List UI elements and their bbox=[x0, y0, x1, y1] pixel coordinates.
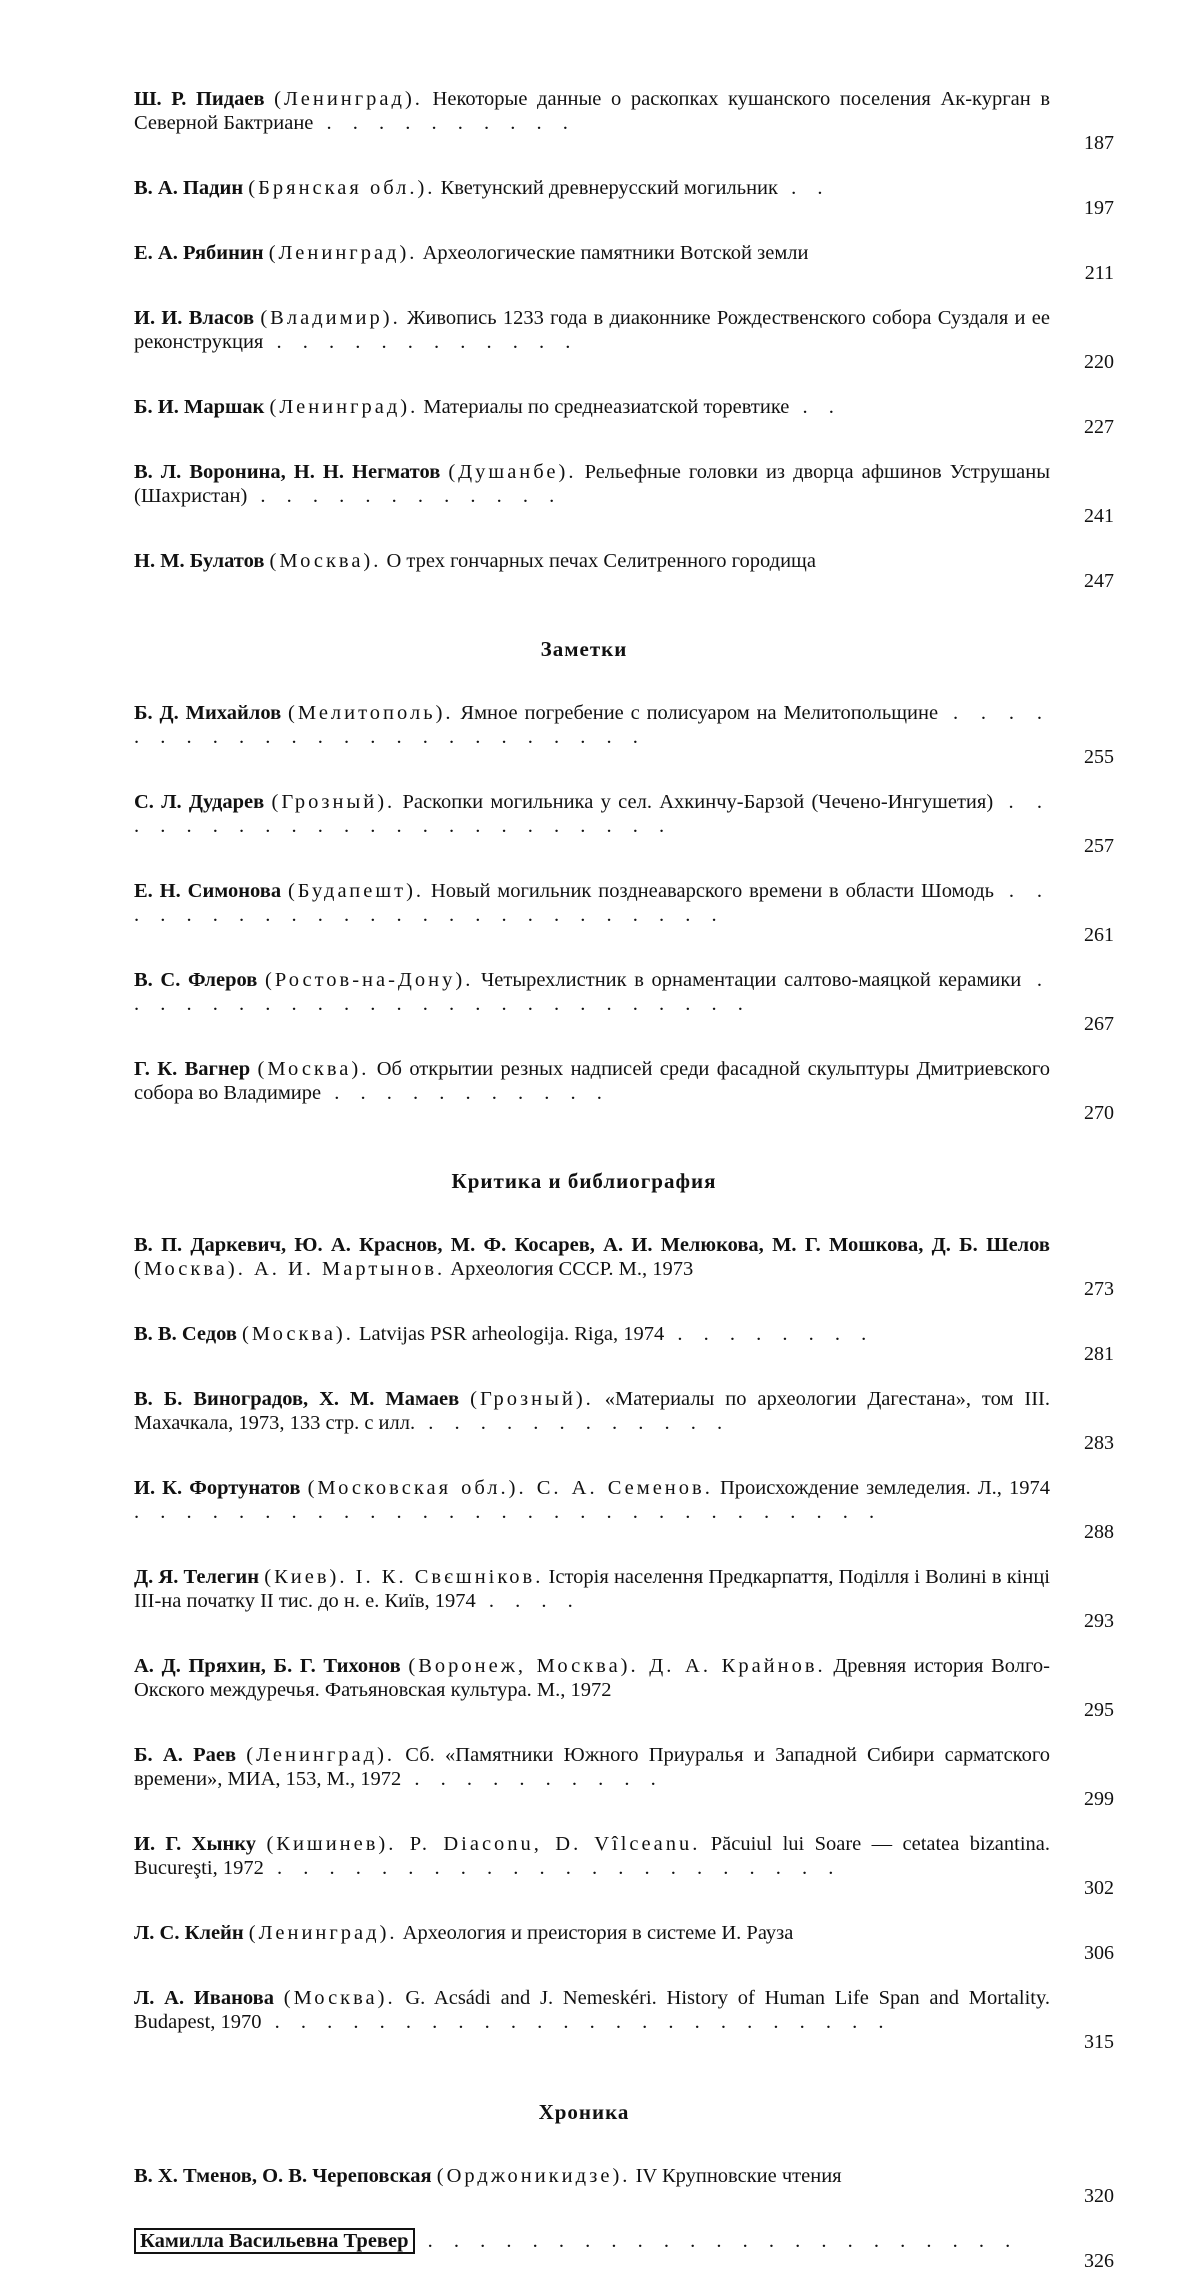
entry-city: (Москва). bbox=[283, 1986, 396, 2009]
entry-city: (Московская обл.). bbox=[307, 1476, 527, 1499]
entry-page: 227 bbox=[1084, 416, 1114, 438]
entry-page: 295 bbox=[1084, 1699, 1114, 1721]
entry-author: Л. С. Клейн bbox=[134, 1921, 244, 1944]
toc-entry bbox=[134, 1036, 1114, 1125]
entry-page: 187 bbox=[1084, 132, 1114, 154]
entry-author: И. Г. Хынку bbox=[134, 1832, 257, 1855]
entry-page: 211 bbox=[1084, 262, 1114, 284]
entry-page: 247 bbox=[1084, 570, 1114, 592]
section-heading-chronicle: Хроника bbox=[538, 2100, 630, 2124]
toc-entry bbox=[134, 439, 1114, 528]
toc-entry bbox=[134, 66, 1114, 155]
entry-reviewed-author: P. Diaconu, D. Vîlceanu. bbox=[396, 1832, 701, 1855]
entry-author: Л. А. Иванова bbox=[134, 1986, 274, 2009]
entry-author: А. Д. Пряхин, Б. Г. Тихонов bbox=[134, 1654, 401, 1677]
entry-page: 267 bbox=[1084, 1013, 1114, 1035]
entry-author: Е. Н. Симонова bbox=[134, 879, 282, 902]
toc-entry bbox=[134, 220, 1114, 285]
entry-title: Материалы по среднеазиатской торевтике bbox=[418, 395, 790, 418]
toc-entry bbox=[134, 1301, 1114, 1366]
entry-author: Е. А. Рябинин bbox=[134, 241, 264, 264]
entry-leader: . . . . . . . . . . . . . . . . . . . . . . . . bbox=[261, 2010, 892, 2033]
entry-page: 270 bbox=[1084, 1102, 1114, 1124]
entry-page: 220 bbox=[1084, 351, 1114, 373]
entry-city: (Брянская обл.). bbox=[248, 176, 436, 199]
entry-city: (Ленинград). bbox=[274, 87, 423, 110]
entry-title: Древняя история Волго-Окского междуречья. Фатьяновская культура. М., 1972 bbox=[134, 1654, 1050, 1701]
entry-title: Некоторые данные о раскопках кушанского поселения Ак-курган в Северной Бактриане bbox=[134, 87, 1050, 134]
critique-section bbox=[134, 1212, 1114, 2054]
entry-title: Latvijas PSR arheologija. Riga, 1974 bbox=[353, 1322, 665, 1345]
entry-title: Сб. «Памятники Южного Приуралья и Западной Сибири сарматского времени», МИА, 153, М., 1972 bbox=[134, 1743, 1050, 1790]
toc-entry bbox=[134, 858, 1114, 947]
entry-author: Б. И. Маршак bbox=[134, 395, 265, 418]
entry-page: 299 bbox=[1084, 1788, 1114, 1810]
entry-city: (Москва). bbox=[134, 1257, 246, 1280]
entry-author: Б. Д. Михайлов bbox=[134, 701, 282, 724]
toc-entry bbox=[134, 680, 1114, 769]
entry-page: 197 bbox=[1084, 197, 1114, 219]
entry-reviewed-author: С. А. Семенов. bbox=[526, 1476, 713, 1499]
entry-page: 281 bbox=[1084, 1343, 1114, 1365]
entry-leader: . . . . . . . . . . . . . . . . . . . . . . . . bbox=[134, 701, 1051, 748]
entry-city: (Грозный). bbox=[271, 790, 396, 813]
entry-leader: . . . . . . . . . . . . . . . . . . . . . . . bbox=[414, 2229, 1019, 2252]
entry-page: 257 bbox=[1084, 835, 1114, 857]
toc-entry bbox=[134, 1366, 1114, 1455]
entry-author: Ш. Р. Пидаев bbox=[134, 87, 265, 110]
entry-leader: . . . . . . . . . . . . bbox=[263, 330, 579, 353]
entry-leader: . . . . . . . . . . . . . . . . . . . . . . bbox=[263, 1856, 842, 1879]
entry-title: Рельефные головки из дворца афшинов Уструшаны (Шахристан) bbox=[134, 460, 1050, 507]
entry-leader: . . . . . . . . . . . . . . . . . . . . . . . . . bbox=[134, 968, 1050, 1015]
toc-entry bbox=[134, 1633, 1114, 1722]
entry-reviewed-author: Д. А. Крайнов. bbox=[638, 1654, 826, 1677]
toc-entry bbox=[134, 2143, 1114, 2208]
entry-page: 283 bbox=[1084, 1432, 1114, 1454]
entry-author: В. А. Падин bbox=[134, 176, 244, 199]
entry-title: Живопись 1233 года в диаконнике Рождественского собора Суздаля и ее реконструкция bbox=[134, 306, 1051, 353]
toc-entry bbox=[134, 528, 1114, 593]
entry-title: Новый могильник позднеаварского времени в области Шомодь bbox=[424, 879, 994, 902]
entry-author: В. Б. Виноградов, Х. М. Мамаев bbox=[134, 1387, 460, 1410]
entry-author: И. И. Власов bbox=[134, 306, 255, 329]
toc-entry bbox=[134, 1544, 1114, 1633]
entry-city: (Ростов-на-Дону). bbox=[265, 968, 474, 991]
entry-leader: . . . . . . . . bbox=[664, 1322, 875, 1345]
toc-entry bbox=[134, 1965, 1114, 2054]
entry-city: (Воронеж, Москва). bbox=[408, 1654, 639, 1677]
entry-city: (Москва). bbox=[257, 1057, 370, 1080]
entry-author: Д. Я. Телегин bbox=[134, 1565, 260, 1588]
toc-entry bbox=[134, 1722, 1114, 1811]
entry-leader: . . . . . . . . . . . . . . . . . . . . . . . . . bbox=[134, 879, 1051, 926]
entry-city: (Ленинград). bbox=[246, 1743, 396, 1766]
entry-page: 302 bbox=[1084, 1877, 1114, 1899]
entry-page: 306 bbox=[1084, 1942, 1114, 1964]
entry-author: Б. А. Раев bbox=[134, 1743, 237, 1766]
entry-page: 315 bbox=[1084, 2031, 1114, 2053]
entry-leader: . . . . . . . . . . bbox=[313, 111, 576, 134]
entry-title: Происхождение земледелия. Л., 1974 bbox=[712, 1476, 1051, 1499]
table-of-contents bbox=[134, 66, 1114, 2273]
entry-page: 293 bbox=[1084, 1610, 1114, 1632]
toc-entry bbox=[134, 374, 1114, 439]
entry-leader: . . bbox=[789, 395, 842, 418]
entry-page: 241 bbox=[1084, 505, 1114, 527]
toc-entry bbox=[134, 1811, 1114, 1900]
entry-author: В. В. Седов bbox=[134, 1322, 237, 1345]
obituary-name-box: Камилла Васильевна Тревер bbox=[134, 2228, 415, 2254]
entry-leader: . . . . bbox=[475, 1589, 581, 1612]
toc-entry bbox=[134, 1455, 1114, 1544]
toc-entry bbox=[134, 769, 1114, 858]
entry-title: Четырехлистник в орнаментации салтово-маяцкой керамики bbox=[473, 968, 1022, 991]
section-heading-critique: Критика и библиография bbox=[451, 1169, 717, 1193]
entry-author: Н. М. Булатов bbox=[134, 549, 265, 572]
toc-entry bbox=[134, 1212, 1114, 1301]
entry-author: В. Л. Воронина, Н. Н. Негматов bbox=[134, 460, 441, 483]
entry-author: Г. К. Вагнер bbox=[134, 1057, 251, 1080]
entry-reviewed-author: А. И. Мартынов. bbox=[245, 1257, 446, 1280]
entry-author: В. Х. Тменов, О. В. Череповская bbox=[134, 2164, 432, 2187]
entry-city: (Кишинев). bbox=[266, 1832, 397, 1855]
entry-city: (Будапешт). bbox=[287, 879, 425, 902]
articles-section bbox=[134, 66, 1114, 593]
entry-leader: . . . . . . . . . . . . bbox=[415, 1411, 731, 1434]
entry-title: Ямное погребение с полисуаром на Мелитопольщине bbox=[453, 701, 939, 724]
entry-title: Об открытии резных надписей среди фасадной скульптуры Дмитриевского собора во Владимире bbox=[134, 1057, 1051, 1104]
entry-title: G. Acsádi and J. Nemeskéri. History of Human Life Span and Mortality. Budapest, 1970 bbox=[134, 1986, 1051, 2033]
entry-leader: . . . . . . . . . . . . bbox=[247, 484, 563, 507]
entry-page: 255 bbox=[1084, 746, 1114, 768]
section-heading-notes: Заметки bbox=[540, 637, 628, 661]
toc-entry bbox=[134, 2208, 1114, 2273]
entry-leader: . . . . . . . . . . bbox=[401, 1767, 664, 1790]
entry-city: (Москва). bbox=[242, 1322, 354, 1345]
entry-city: (Душанбе). bbox=[448, 460, 577, 483]
entry-city: (Орджоникидзе). bbox=[436, 2164, 631, 2187]
entry-title: Păcuiul lui Soare — cetatea bizantina. Bucureşti, 1972 bbox=[134, 1832, 1051, 1879]
entry-author: В. С. Флеров bbox=[134, 968, 258, 991]
entry-page: 273 bbox=[1084, 1278, 1114, 1300]
entry-city: (Владимир). bbox=[260, 306, 401, 329]
entry-city: (Москва). bbox=[269, 549, 382, 572]
entry-city: (Киев). bbox=[264, 1565, 348, 1588]
entry-title: Археология и преистория в системе И. Рауза bbox=[397, 1921, 794, 1944]
entry-title: О трех гончарных печах Селитренного городища bbox=[381, 549, 816, 572]
notes-section bbox=[134, 680, 1114, 1125]
toc-entry bbox=[134, 947, 1114, 1036]
entry-city: (Ленинград). bbox=[269, 395, 419, 418]
entry-author: И. К. Фортунатов bbox=[134, 1476, 301, 1499]
entry-page: 261 bbox=[1084, 924, 1114, 946]
toc-entry bbox=[134, 1900, 1114, 1965]
chronicle-section bbox=[134, 2143, 1114, 2273]
entry-leader: . . . . . . . . . . . . . . . . . . . . . . . bbox=[134, 790, 1051, 837]
entry-title: Раскопки могильника у сел. Ахкинчу-Барзой (Чечено-Ингушетия) bbox=[395, 790, 994, 813]
entry-city: (Ленинград). bbox=[248, 1921, 398, 1944]
entry-title: Археологические памятники Вотской земли bbox=[417, 241, 809, 264]
entry-title: Археология СССР. М., 1973 bbox=[445, 1257, 694, 1280]
entry-city: (Ленинград). bbox=[268, 241, 418, 264]
entry-title: Історія населення Предкарпаття, Поділля і Волині в кінці III-на початку II тис. до н. е. Київ, 1974 bbox=[134, 1565, 1050, 1612]
entry-leader: . . . . . . . . . . . . . . . . . . . . . . . . . . . . . bbox=[134, 1500, 883, 1523]
entry-page: 320 bbox=[1084, 2185, 1114, 2207]
toc-entry bbox=[134, 285, 1114, 374]
entry-title: «Материалы по археологии Дагестана», том III. Махачкала, 1973, 133 стр. с илл. bbox=[134, 1387, 1050, 1434]
entry-city: (Грозный). bbox=[470, 1387, 594, 1410]
entry-city: (Мелитополь). bbox=[288, 701, 454, 724]
entry-author: С. Л. Дударев bbox=[134, 790, 265, 813]
entry-title: IV Крупновские чтения bbox=[630, 2164, 842, 2187]
entry-leader: . . bbox=[778, 176, 831, 199]
entry-page: 288 bbox=[1084, 1521, 1114, 1543]
entry-page: 326 bbox=[1084, 2250, 1114, 2272]
entry-leader: . . . . . . . . . . . bbox=[321, 1081, 610, 1104]
entry-author: В. П. Даркевич, Ю. А. Краснов, М. Ф. Косарев, А. И. Мелюкова, М. Г. Мошкова, Д. Б. Шелов bbox=[134, 1233, 1050, 1256]
entry-reviewed-author: І. К. Свєшніков. bbox=[347, 1565, 544, 1588]
entry-title: Кветунский древнерусский могильник bbox=[435, 176, 778, 199]
toc-entry bbox=[134, 155, 1114, 220]
